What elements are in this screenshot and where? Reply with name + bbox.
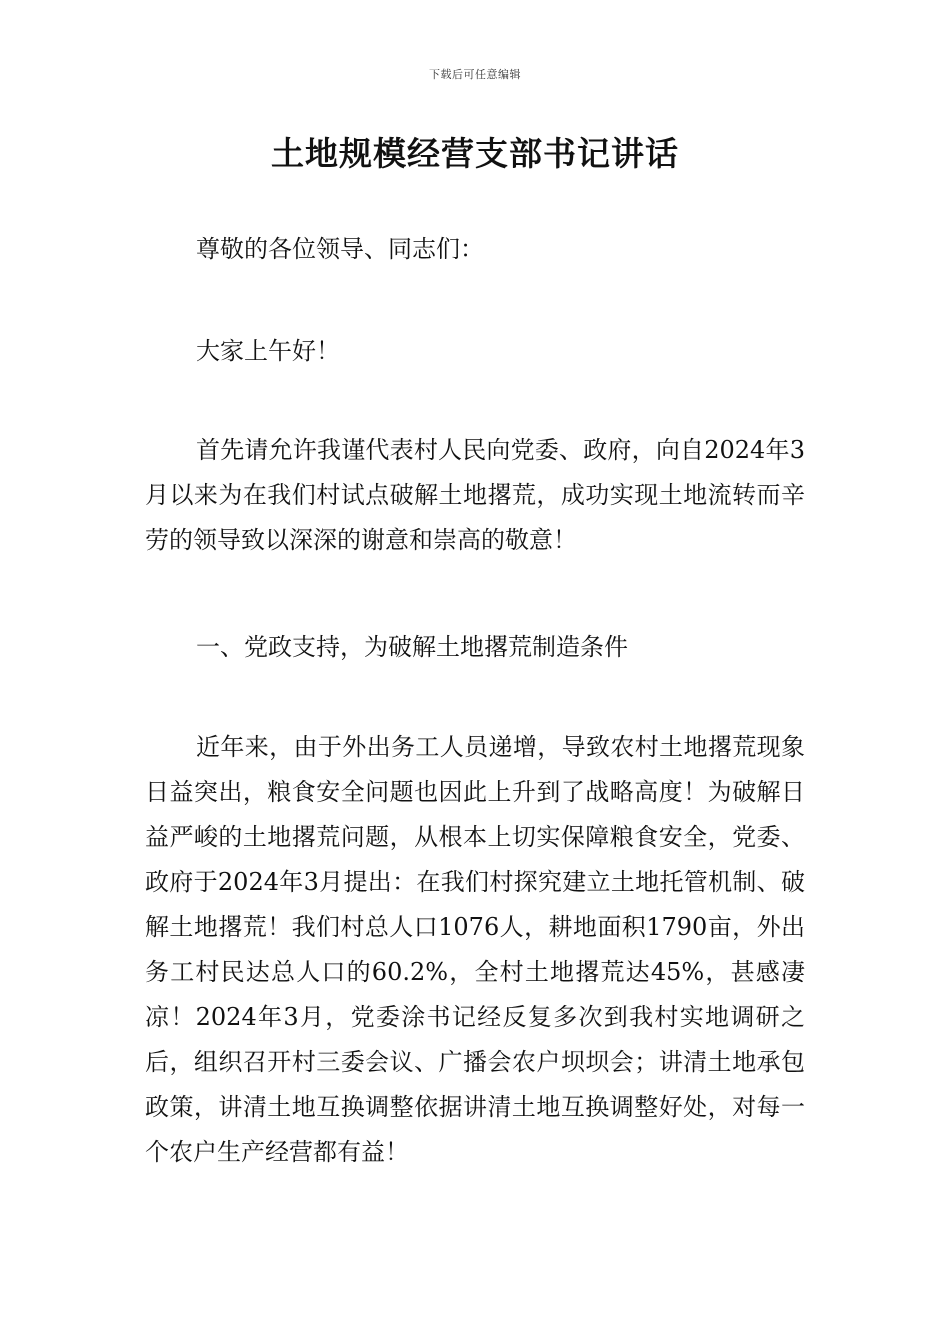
salutation-paragraph: 尊敬的各位领导、同志们： [196,235,484,263]
document-title: 土地规模经营支部书记讲话 [271,134,679,173]
section-heading-1: 一、党政支持，为破解土地撂荒制造条件 [196,633,628,661]
greeting-paragraph: 大家上午好！ [196,337,340,365]
header-note: 下载后可任意编辑 [429,68,521,81]
thanks-paragraph: 首先请允许我谨代表村人民向党委、政府，向自2024年3月以来为在我们村试点破解土地撂荒，成功实现土地流转而辛劳的领导致以深深的谢意和崇高的敬意！ [145,436,805,554]
section-body-1: 近年来，由于外出务工人员递增，导致农村土地撂荒现象日益突出，粮食安全问题也因此上升到了战略高度！为破解日益严峻的土地撂荒问题，从根本上切实保障粮食安全，党委、政府于2024年3月提出：在我们村探究建立土地托管机制、破解土地撂荒！我们村总人口1076人，耕地面积1790亩，外出务工村民达总人口的60.2%，全村土地撂荒达45%，甚感凄凉！2024年3月，党委涂书记经反复多次到我村实地调研之后，组织召开村三委会议、广播会农户坝坝会；讲清土地承包政策，讲清土地互换调整依据讲清土地互换调整好处，对每一个农户生产经营都有益！ [145,733,805,1166]
